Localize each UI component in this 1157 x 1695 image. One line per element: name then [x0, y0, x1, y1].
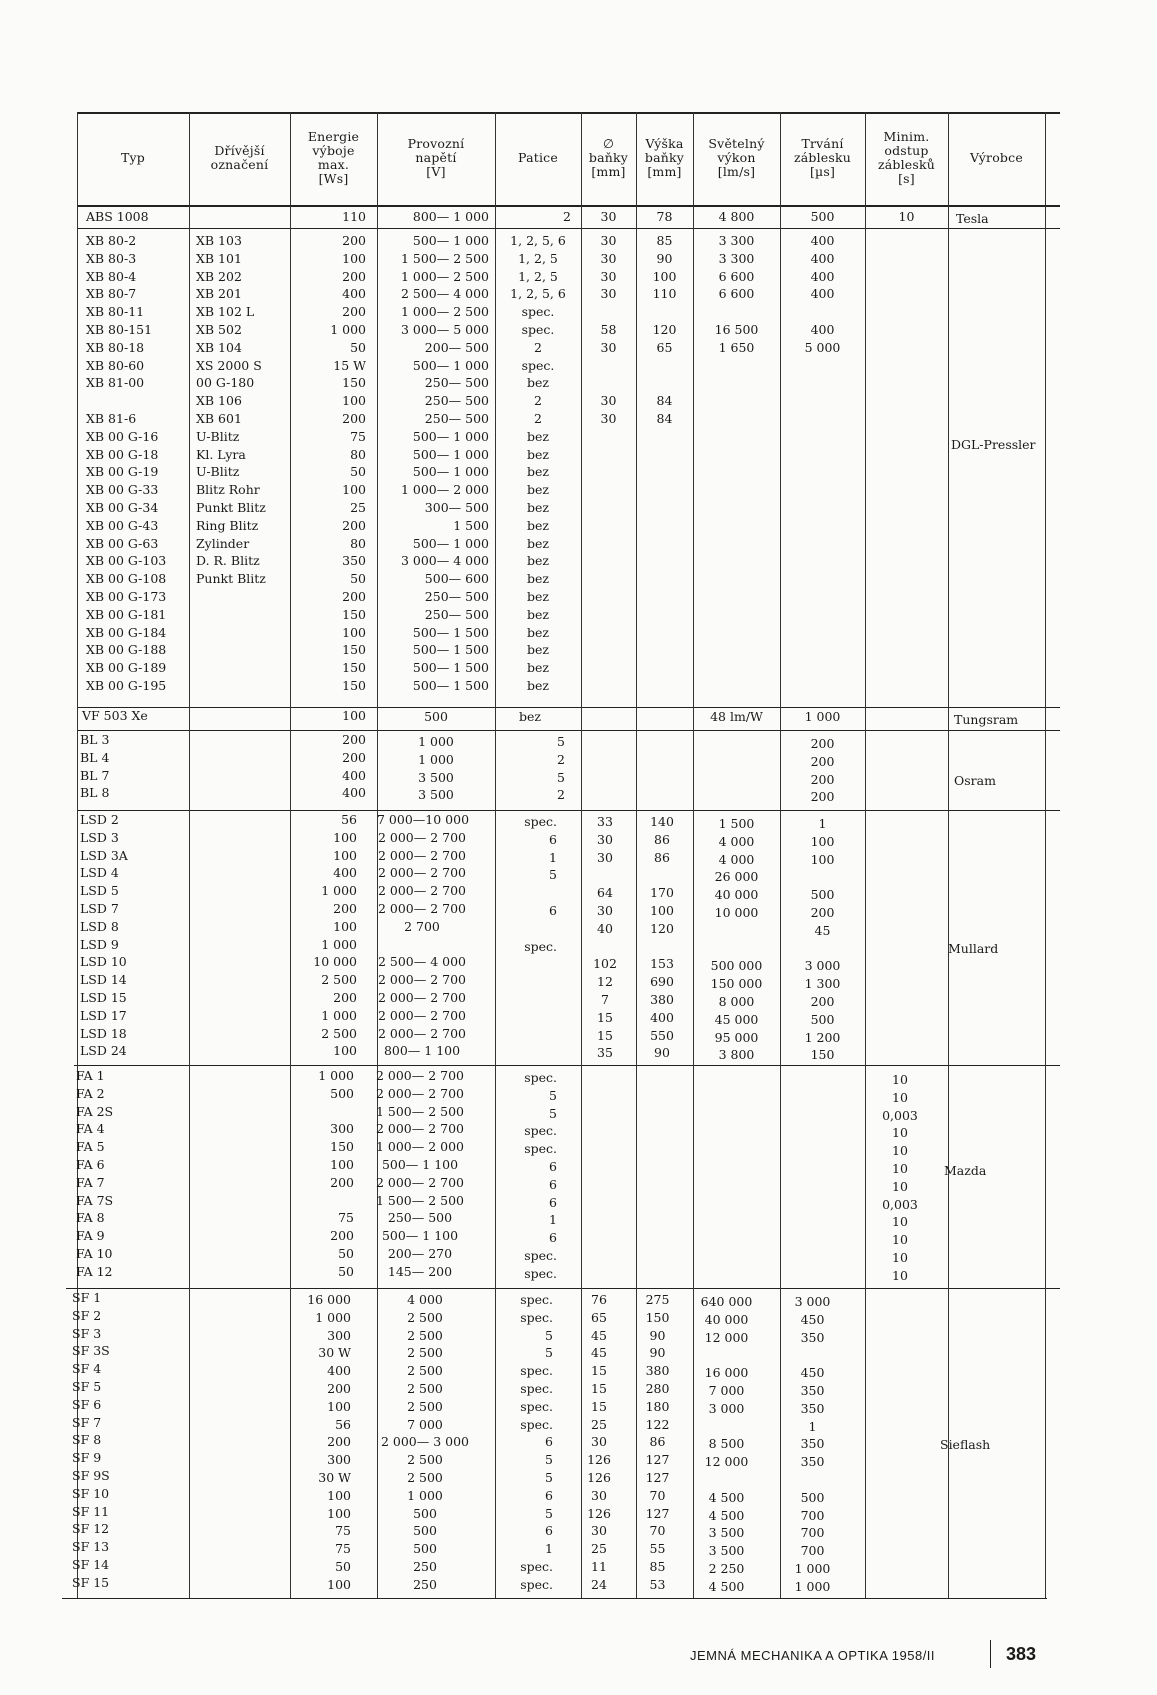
mazda-patice: spec. 5 5 spec. spec. 6 6 6 1 6 spec. spec.	[524, 1070, 557, 1281]
osram-vyrobce: Osram	[954, 773, 996, 788]
col-rule-10	[948, 112, 949, 1598]
mazda-odstup: 10 10 0,003 10 10 10 10 0,003 10 10 10 10	[882, 1072, 918, 1283]
tesla-trvani: 500	[810, 209, 835, 224]
pressler-drivejsi: XB 103 XB 101 XB 202 XB 201 XB 102 L XB 502 XB 104 XS 2000 S 00 G-180 XB 106 XB 601 U-Blitz Kl. Lyra U-Blitz Blitz Rohr Punkt Blitz Ring Blitz Zylinder D. R. Blitz Punkt Blitz	[196, 233, 266, 587]
group-rule-osram	[77, 810, 1060, 811]
tesla-energie: 110	[342, 209, 366, 224]
sieflash-vyrobce: Sieflash	[940, 1437, 991, 1452]
osram-patice: 5 2 5 2	[557, 734, 565, 803]
tungsram-trvani: 1 000	[804, 709, 841, 724]
tesla-napeti: 800— 1 000	[412, 209, 489, 224]
tungsram-napeti: 500	[424, 709, 448, 724]
header-bottom-rule	[77, 205, 1060, 207]
group-rule-tungsram	[77, 730, 1060, 731]
mullard-trvani: 1 100 100 500 200 45 3 000 1 300 200 500 1 200 150	[804, 816, 841, 1063]
header-drivejsi-oznaceni: Dřívější označení	[210, 143, 269, 172]
pressler-vyrobce: DGL-Pressler	[951, 437, 1036, 452]
tesla-vyska: 78	[656, 209, 673, 224]
pressler-vykon: 3 300 3 300 6 600 6 600 16 500 1 650	[714, 233, 759, 355]
group-rule-mullard	[74, 1065, 1060, 1066]
tesla-vykon: 4 800	[718, 209, 755, 224]
tungsram-energie: 100	[342, 708, 366, 723]
tungsram-vyrobce: Tungsram	[954, 712, 1019, 727]
sieflash-vyska: 275 150 90 90 380 280 180 122 86 127 127 70 127 70 55 85 53	[645, 1292, 670, 1592]
mazda-typ: FA 1 FA 2 FA 2S FA 4 FA 5 FA 6 FA 7 FA 7S FA 8 FA 9 FA 10 FA 12	[76, 1068, 114, 1279]
sieflash-patice: spec. spec. 5 5 spec. spec. spec. spec. 6 5 5 6 5 6 1 spec. spec.	[520, 1292, 553, 1592]
group-rule-pressler	[77, 707, 1060, 708]
tungsram-vykon: 48 lm/W	[710, 709, 763, 724]
mullard-vyrobce: Mullard	[948, 941, 999, 956]
header-vyrobce: Výrobce	[970, 150, 1023, 165]
sieflash-typ: SF 1 SF 2 SF 3 SF 3S SF 4 SF 5 SF 6 SF 7 SF 8 SF 9 SF 9S SF 10 SF 11 SF 12 SF 13 SF 14 SF 15	[72, 1290, 110, 1590]
mazda-energie: 1 000 500 300 150 100 200 75 200 50 50	[318, 1068, 354, 1279]
sieflash-vykon: 640 000 40 000 12 000 16 000 7 000 3 000 8 500 12 000 4 500 4 500 3 500 3 500 2 250 4 500	[700, 1294, 753, 1594]
tesla-prumer: 30	[600, 209, 617, 224]
pressler-energie: 200 100 200 400 200 1 000 50 15 W 150 100 200 75 80 50 100 25 200 80 350 50 200 150 100 150 150 150	[330, 233, 366, 693]
mazda-vyrobce: Mazda	[944, 1163, 987, 1178]
header-patice: Patice	[518, 150, 558, 165]
pressler-typ: XB 80-2 XB 80-3 XB 80-4 XB 80-7 XB 80-11 XB 80-151 XB 80-18 XB 80-60 XB 81-00 XB 81-6 XB 00 G-16 XB 00 G-18 XB 00 G-19 XB 00 G-33 XB 00 G-34 XB 00 G-43 XB 00 G-63 XB 00 G-103 XB 00 G-108 XB 00 G-173 XB 00 G-181 XB 00 G-184 XB 00 G-188 XB 00 G-189 XB 00 G-195	[86, 233, 167, 693]
tungsram-typ: VF 503 Xe	[82, 708, 148, 723]
tesla-vyrobce: Tesla	[956, 211, 989, 226]
table-bottom-rule	[62, 1598, 1047, 1599]
header-typ: Typ	[120, 150, 145, 165]
sieflash-prumer: 76 65 45 45 15 15 15 25 30 126 126 30 126 30 25 11 24	[587, 1292, 611, 1592]
pressler-patice: 1, 2, 5, 6 1, 2, 5 1, 2, 5 1, 2, 5, 6 spec. spec. 2 spec. bez 2 2 bez bez bez bez bez bez bez bez bez bez bez bez bez bez bez	[510, 233, 566, 693]
mullard-napeti: 7 000—10 000 2 000— 2 700 2 000— 2 700 2 000— 2 700 2 000— 2 700 2 000— 2 700 2 700 2 500— 4 000 2 000— 2 700 2 000— 2 700 2 000— 2 700 2 000— 2 700 800— 1 100	[377, 812, 470, 1059]
osram-typ: BL 3 BL 4 BL 7 BL 8	[80, 732, 110, 801]
group-rule-mazda	[66, 1288, 1060, 1289]
mullard-vykon: 1 500 4 000 4 000 26 000 40 000 10 000 500 000 150 000 8 000 45 000 95 000 3 800	[710, 816, 763, 1063]
tesla-patice: 2	[563, 209, 571, 224]
mullard-energie: 56 100 100 400 1 000 200 100 1 000 10 000 2 500 200 1 000 2 500 100	[313, 812, 357, 1059]
pressler-vyska: 85 90 100 110 120 65 84 84	[652, 233, 677, 426]
header-provozni-napeti: Provozní napětí [V]	[407, 136, 465, 179]
page-number: 383	[1006, 1644, 1037, 1664]
mazda-napeti: 2 000— 2 700 2 000— 2 700 1 500— 2 500 2 000— 2 700 1 000— 2 000 500— 1 100 2 000— 2 700 1 500— 2 500 250— 500 500— 1 100 200— 270 145— 200	[375, 1068, 465, 1279]
mullard-prumer: 33 30 30 64 30 40 102 12 7 15 15 35	[593, 814, 617, 1061]
mullard-patice: spec. 6 1 5 6 spec.	[524, 814, 557, 954]
sieflash-trvani: 3 000 450 350 450 350 350 1 350 350 500 700 700 700 1 000 1 000	[794, 1294, 831, 1594]
group-rule-tesla	[77, 228, 1060, 229]
mullard-vyska: 140 86 86 170 100 120 153 690 380 400 550 90	[650, 814, 674, 1061]
col-rule-9	[865, 112, 866, 1598]
header-prumer-banky: ∅ baňky [mm]	[588, 136, 629, 179]
footer-separator	[990, 1640, 991, 1668]
col-rule-right	[1045, 112, 1046, 1598]
sieflash-napeti: 4 000 2 500 2 500 2 500 2 500 2 500 2 500 7 000 2 000— 3 000 2 500 2 500 1 000 500 500 500 250 250	[380, 1292, 470, 1592]
osram-trvani: 200 200 200 200	[810, 736, 835, 805]
tungsram-patice: bez	[519, 709, 541, 724]
journal-footer: JEMNÁ MECHANIKA A OPTIKA 1958/II	[690, 1648, 936, 1663]
osram-energie: 200 200 400 400	[342, 732, 366, 801]
mullard-typ: LSD 2 LSD 3 LSD 3A LSD 4 LSD 5 LSD 7 LSD 8 LSD 9 LSD 10 LSD 14 LSD 15 LSD 17 LSD 18 LSD 24	[80, 812, 128, 1059]
header-minim-odstup: Minim. odstup záblesků [s]	[877, 129, 936, 186]
tesla-odstup: 10	[898, 209, 915, 224]
osram-napeti: 1 000 1 000 3 500 3 500	[418, 734, 454, 803]
header-energie: Energie výboje max. [Ws]	[307, 129, 360, 186]
col-rule-1	[189, 112, 190, 1598]
header-svetelny-vykon: Světelný výkon [lm/s]	[708, 136, 765, 179]
tesla-typ: ABS 1008	[86, 209, 149, 224]
header-trvani-zablesku: Trvání záblesku [µs]	[793, 136, 852, 179]
sieflash-energie: 16 000 1 000 300 30 W 400 200 100 56 200 300 30 W 100 100 75 75 50 100	[307, 1292, 351, 1592]
pressler-trvani: 400 400 400 400 400 5 000	[804, 233, 841, 355]
header-vyska-banky: Výška baňky [mm]	[644, 136, 685, 179]
pressler-napeti: 500— 1 000 1 500— 2 500 1 000— 2 500 2 500— 4 000 1 000— 2 500 3 000— 5 000 200— 500 500— 1 000 250— 500 250— 500 250— 500 500— 1 000 500— 1 000 500— 1 000 1 000— 2 000 300— 500 1 500 500— 1 000 3 000— 4 000 500— 600 250— 500 250— 500 500— 1 500 500— 1 500 500— 1 500 500— 1 500	[400, 233, 489, 693]
pressler-prumer: 30 30 30 30 58 30 30 30	[600, 233, 617, 426]
